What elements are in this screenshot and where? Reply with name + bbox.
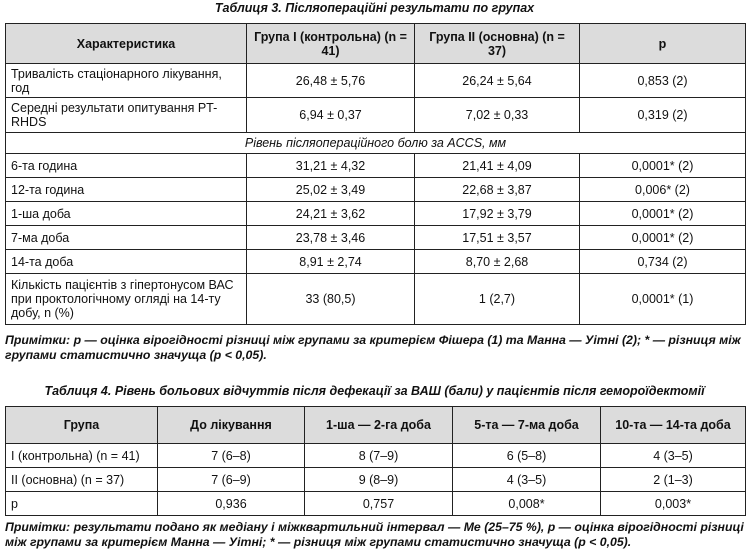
row-value: 4 (3–5) xyxy=(453,468,601,492)
row-label: I (контрольна) (n = 41) xyxy=(6,444,158,468)
row-p-value: 0,0001* (2) xyxy=(580,202,746,226)
row-label: 7-ма доба xyxy=(6,226,247,250)
row-value: 8 (7–9) xyxy=(305,444,453,468)
header-characteristic: Характеристика xyxy=(6,24,247,64)
section-title: Рівень післяопераційного болю за ACCS, мм xyxy=(6,133,746,154)
row-p-value: 0,734 (2) xyxy=(580,250,746,274)
header-group2: Група II (основна) (n = 37) xyxy=(415,24,580,64)
row-p-value: 0,006* (2) xyxy=(580,178,746,202)
row-group1-value: 26,48 ± 5,76 xyxy=(247,64,415,98)
row-label: р xyxy=(6,492,158,516)
row-group1-value: 8,91 ± 2,74 xyxy=(247,250,415,274)
row-label: 6-та година xyxy=(6,154,247,178)
row-label: Середні результати опитування PT-RHDS xyxy=(6,98,247,133)
header-group: Група xyxy=(6,407,158,444)
row-value: 7 (6–9) xyxy=(158,468,305,492)
row-label: 1-ша доба xyxy=(6,202,247,226)
row-value: 0,757 xyxy=(305,492,453,516)
row-value: 0,936 xyxy=(158,492,305,516)
row-p-value: 0,319 (2) xyxy=(580,98,746,133)
row-label: II (основна) (n = 37) xyxy=(6,468,158,492)
table3 xyxy=(5,23,746,325)
row-label: Тривалість стаціонарного лікування, год xyxy=(6,64,247,98)
row-value: 2 (1–3) xyxy=(601,468,746,492)
row-p-value: 0,0001* (2) xyxy=(580,154,746,178)
row-label: 14-та доба xyxy=(6,250,247,274)
row-group2-value: 17,51 ± 3,57 xyxy=(415,226,580,250)
table-row xyxy=(6,274,746,325)
row-value: 9 (8–9) xyxy=(305,468,453,492)
table-row xyxy=(6,226,746,250)
table3-caption: Таблиця 3. Післяопераційні результати по групах xyxy=(214,1,535,15)
table-row xyxy=(6,468,746,492)
table4-header-row xyxy=(6,407,746,444)
row-group1-value: 24,21 ± 3,62 xyxy=(247,202,415,226)
table-row xyxy=(6,154,746,178)
row-p-value: 0,0001* (2) xyxy=(580,226,746,250)
row-group1-value: 23,78 ± 3,46 xyxy=(247,226,415,250)
section-row xyxy=(6,133,746,154)
row-label: Кількість пацієнтів з гіпертонусом ВАС при проктологічному огляді на 14-ту добу, n (%) xyxy=(6,274,247,325)
row-p-value: 0,853 (2) xyxy=(580,64,746,98)
row-group1-value: 33 (80,5) xyxy=(247,274,415,325)
row-group2-value: 8,70 ± 2,68 xyxy=(415,250,580,274)
row-group2-value: 17,92 ± 3,79 xyxy=(415,202,580,226)
row-p-value: 0,0001* (1) xyxy=(580,274,746,325)
row-group2-value: 7,02 ± 0,33 xyxy=(415,98,580,133)
header-day-1-2: 1-ша — 2-га доба xyxy=(305,407,453,444)
table-row xyxy=(6,250,746,274)
header-day-10-14: 10-та — 14-та доба xyxy=(601,407,746,444)
header-day-5-7: 5-та — 7-ма доба xyxy=(453,407,601,444)
row-value: 0,008* xyxy=(453,492,601,516)
row-group2-value: 1 (2,7) xyxy=(415,274,580,325)
row-group2-value: 26,24 ± 5,64 xyxy=(415,64,580,98)
header-p: p xyxy=(580,24,746,64)
header-before-treatment: До лікування xyxy=(158,407,305,444)
row-group1-value: 25,02 ± 3,49 xyxy=(247,178,415,202)
row-group2-value: 21,41 ± 4,09 xyxy=(415,154,580,178)
table-row xyxy=(6,178,746,202)
table-row xyxy=(6,492,746,516)
table4-caption: Таблиця 4. Рівень больових відчуттів після дефекації за ВАШ (бали) у пацієнтів після гемороїдектомії xyxy=(44,384,705,398)
table-row xyxy=(6,202,746,226)
table4 xyxy=(5,406,746,516)
table3-header-row xyxy=(6,24,746,64)
row-value: 4 (3–5) xyxy=(601,444,746,468)
row-group1-value: 6,94 ± 0,37 xyxy=(247,98,415,133)
table-row xyxy=(6,64,746,98)
table-row xyxy=(6,444,746,468)
row-group1-value: 31,21 ± 4,32 xyxy=(247,154,415,178)
table3-note: Примітки: р — оцінка вірогідності різниці між групами за критерієм Фішера (1) та Манна — Уітні (2); * — різниця між групами статистично значуща (р < 0,05). xyxy=(5,333,741,362)
table4-note: Примітки: результати подано як медіану і міжквартильний інтервал — Ме (25–75 %), р — оцінка вірогідності різниці між групами за критерієм Манна — Уітні; * — різниця між групами статистично значуща (р < 0,05). xyxy=(5,520,744,549)
row-value: 0,003* xyxy=(601,492,746,516)
table-row xyxy=(6,98,746,133)
row-group2-value: 22,68 ± 3,87 xyxy=(415,178,580,202)
row-value: 6 (5–8) xyxy=(453,444,601,468)
row-value: 7 (6–8) xyxy=(158,444,305,468)
header-group1: Група I (контрольна) (n = 41) xyxy=(247,24,415,64)
row-label: 12-та година xyxy=(6,178,247,202)
